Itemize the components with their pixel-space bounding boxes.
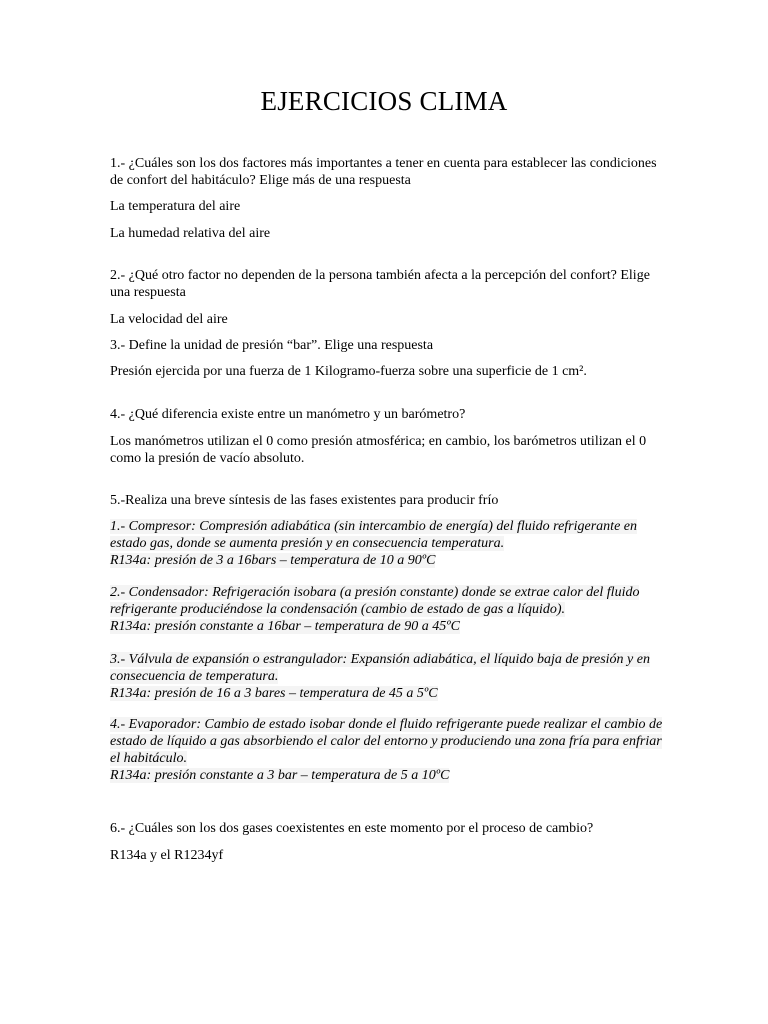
question-4: 4.- ¿Qué diferencia existe entre un manómetro y un barómetro?: [110, 407, 466, 422]
answer-4: Los manómetros utilizan el 0 como presión atmosférica; en cambio, los barómetros utilizan el 0 como la presión de vacío absoluto.: [110, 434, 647, 466]
phase-3: [110, 651, 670, 702]
answer-6: R134a y el R1234yf: [110, 848, 224, 863]
document-title: EJERCICIOS CLIMA: [260, 86, 508, 116]
phase-4-r134a: R134a: presión constante a 3 bar – temperatura de 5 a 10ºC: [110, 768, 450, 783]
phase-4-text: 4.- Evaporador: Cambio de estado isobar donde el fluido refrigerante puede realizar el cambio de estado de líquido a gas absorbiendo el calor del entorno y produciendo una zona fría para enfriar el habitáculo.: [110, 717, 663, 766]
phase-1: [110, 518, 670, 569]
phase-1-r134a: R134a: presión de 3 a 16bars – temperatura de 10 a 90ºC: [110, 553, 436, 568]
phase-3-r134a: R134a: presión de 16 a 3 bares – temperatura de 45 a 5ºC: [110, 686, 438, 701]
phase-1-text: 1.- Compresor: Compresión adiabática (sin intercambio de energía) del fluido refrigerante en estado gas, donde se aumenta presión y en consecuencia temperatura.: [110, 519, 638, 551]
phase-2-text: 2.- Condensador: Refrigeración isobara (a presión constante) donde se extrae calor del fluido refrigerante produciéndose la condensación (cambio de estado de gas a líquido).: [110, 585, 640, 617]
phase-2: [110, 584, 670, 635]
question-2: 2.- ¿Qué otro factor no dependen de la persona también afecta a la percepción del confort? Elige una respuesta: [110, 268, 650, 300]
answer-3: Presión ejercida por una fuerza de 1 Kilogramo-fuerza sobre una superficie de 1 cm².: [110, 364, 587, 379]
question-6: 6.- ¿Cuáles son los dos gases coexistentes en este momento por el proceso de cambio?: [110, 821, 594, 836]
answer-2: La velocidad del aire: [110, 312, 228, 327]
question-3: 3.- Define la unidad de presión “bar”. Elige una respuesta: [110, 338, 434, 353]
phase-3-text: 3.- Válvula de expansión o estrangulador: Expansión adiabática, el líquido baja de presión y en consecuencia de temperatura.: [110, 652, 650, 684]
question-5: 5.-Realiza una breve síntesis de las fases existentes para producir frío: [110, 493, 499, 508]
phase-2-r134a: R134a: presión constante a 16bar – temperatura de 90 a 45ºC: [110, 619, 460, 634]
question-1: 1.- ¿Cuáles son los dos factores más importantes a tener en cuenta para establecer las condiciones de confort del habitáculo? Elige más de una respuesta: [110, 156, 657, 188]
answer-1b: La humedad relativa del aire: [110, 226, 271, 241]
answer-1a: La temperatura del aire: [110, 199, 241, 214]
phase-4: [110, 716, 670, 784]
